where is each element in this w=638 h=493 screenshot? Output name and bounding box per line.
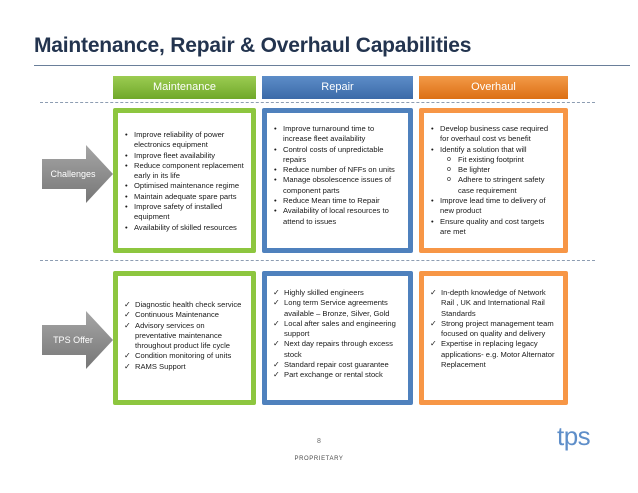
list-item: • Availability of skilled resources (123, 223, 246, 233)
column-header-overhaul: Overhaul (419, 76, 568, 99)
list-item: • Maintain adequate spare parts (123, 192, 246, 202)
challenges-repair-box (262, 108, 413, 253)
row-divider-offer (40, 260, 595, 261)
list-item: • Improve turnaround time to increase fleet availability (272, 124, 402, 145)
proprietary-label: PROPRIETARY (294, 456, 344, 462)
list-item: • Ensure quality and cost targets are met (429, 217, 557, 238)
bullet-list (429, 124, 557, 237)
check-item: ✓ Advisory services on preventative maintenance throughout product life cycle (123, 321, 247, 352)
check-item: ✓ In-depth knowledge of Network Rail , UK and International Rail Standards (429, 288, 558, 319)
column-header-maintenance: Maintenance (113, 76, 256, 99)
check-item: ✓ Standard repair cost guarantee (272, 360, 403, 370)
bullet-list (272, 124, 402, 227)
sub-list-item: o Adhere to stringent safety case requirement (429, 175, 557, 196)
list-item: • Improve lead time to delivery of new product (429, 196, 557, 217)
row-label-tps-offer (42, 311, 112, 369)
challenges-overhaul-box (419, 108, 568, 253)
list-item: • Reduce number of NFFs on units (272, 165, 402, 175)
list-item: • Availability of local resources to attend to issues (272, 206, 402, 227)
list-item: • Improve safety of installed equipment (123, 202, 246, 223)
page-number: 8 (317, 438, 321, 445)
checklist (429, 288, 558, 370)
list-item: • Reduce Mean time to Repair (272, 196, 402, 206)
check-item: ✓ Strong project management team focused on quality and delivery (429, 319, 558, 340)
list-item: • Control costs of unpredictable repairs (272, 145, 402, 166)
checklist (272, 288, 403, 381)
check-item: ✓ Condition monitoring of units (123, 351, 247, 361)
list-item: • Improve reliability of power electronics equipment (123, 130, 246, 151)
row-divider-challenges (40, 102, 595, 103)
list-item: • Optimised maintenance regime (123, 181, 246, 191)
check-item: ✓ Highly skilled engineers (272, 288, 403, 298)
sub-list-item: o Fit existing footprint (429, 155, 557, 165)
checklist (123, 300, 247, 372)
check-item: ✓ Diagnostic health check service (123, 300, 247, 310)
title-divider (34, 65, 630, 66)
bullet-list (123, 130, 246, 233)
check-item: ✓ RAMS Support (123, 362, 247, 372)
challenges-maintenance-box (113, 108, 256, 253)
slide-title: Maintenance, Repair & Overhaul Capabilities (34, 34, 472, 57)
offer-maintenance-box (113, 271, 256, 405)
check-item: ✓ Next day repairs through excess stock (272, 339, 403, 360)
offer-repair-box (262, 271, 413, 405)
list-item: • Improve fleet availability (123, 151, 246, 161)
column-header-repair: Repair (262, 76, 413, 99)
row-label-challenges (42, 145, 112, 203)
list-item: • Reduce component replacement early in its life (123, 161, 246, 182)
list-item: • Manage obsolescence issues of component parts (272, 175, 402, 196)
row-label-text: Challenges (50, 169, 96, 179)
check-item: ✓ Long term Service agreements available – Bronze, Silver, Gold (272, 298, 403, 319)
list-item: • Identify a solution that will (429, 145, 557, 155)
check-item: ✓ Continuous Maintenance (123, 310, 247, 320)
check-item: ✓ Part exchange or rental stock (272, 370, 403, 380)
check-item: ✓ Expertise in replacing legacy applications- e.g. Motor Alternator Replacement (429, 339, 558, 370)
sub-list-item: o Be lighter (429, 165, 557, 175)
list-item: • Develop business case required for overhaul cost vs benefit (429, 124, 557, 145)
row-label-text: TPS Offer (53, 335, 93, 345)
offer-overhaul-box (419, 271, 568, 405)
check-item: ✓ Local after sales and engineering support (272, 319, 403, 340)
tps-logo: tps (557, 421, 591, 451)
